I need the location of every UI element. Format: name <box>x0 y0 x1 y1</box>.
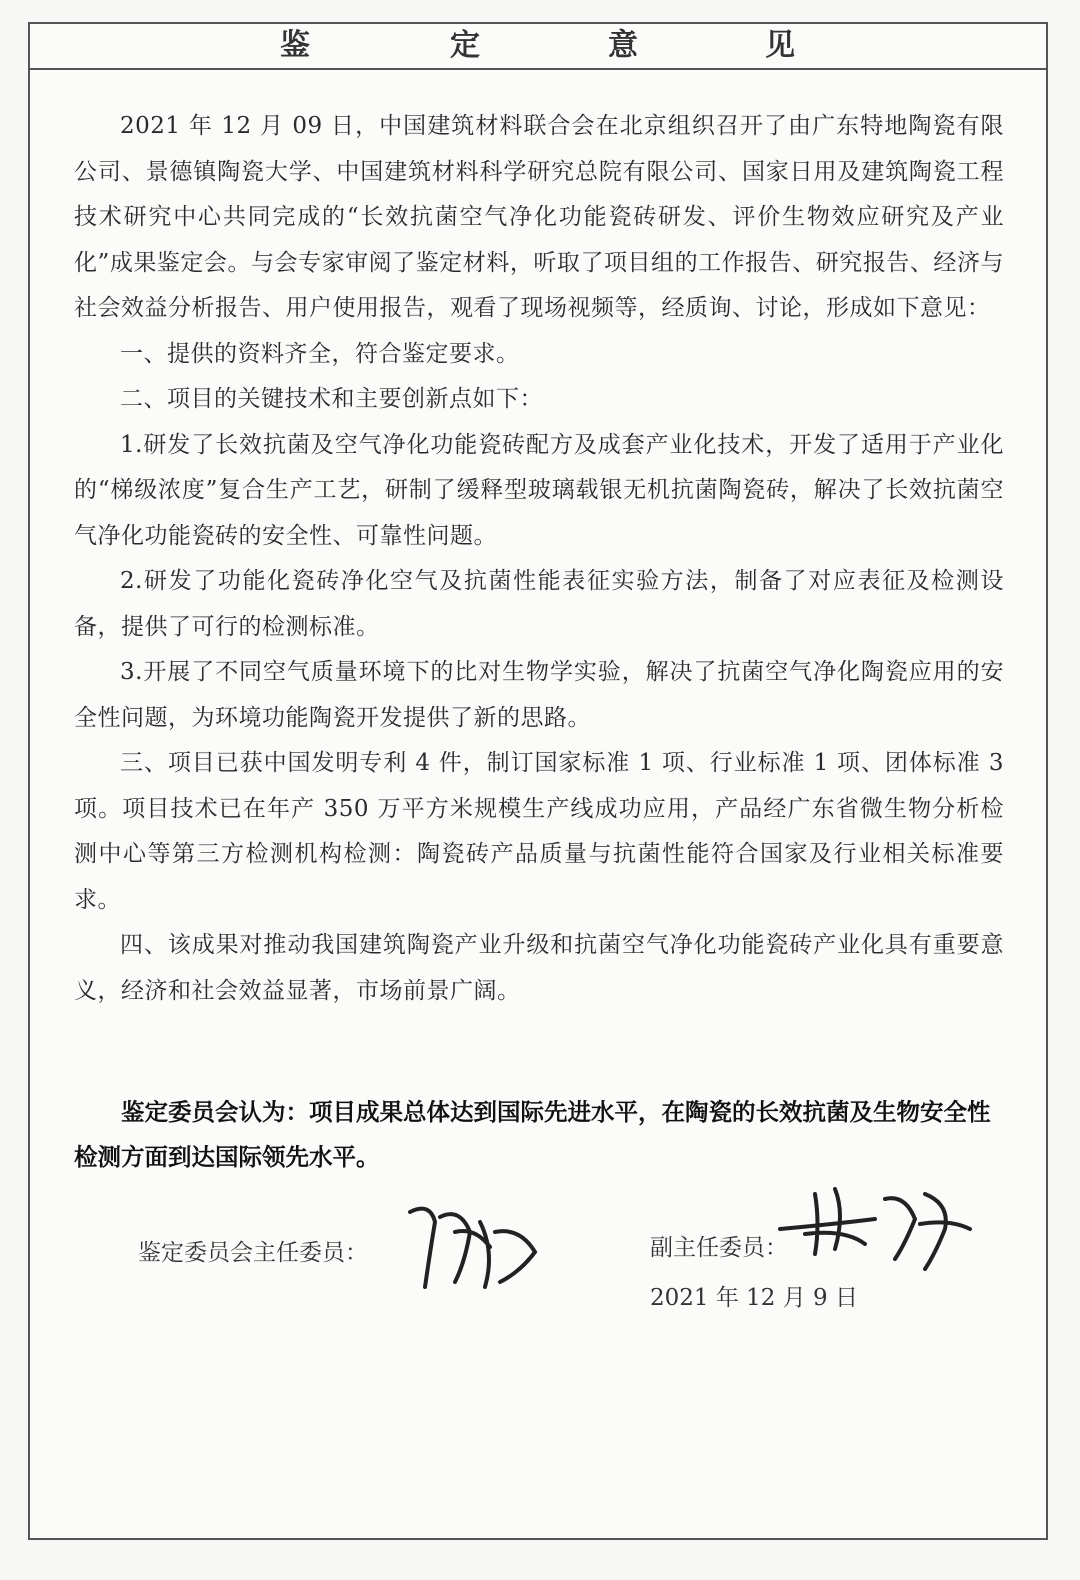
document-frame <box>28 22 1048 1540</box>
title-bar <box>30 24 1046 70</box>
opinion-item-3: 三、项目已获中国发明专利 4 件，制订国家标准 1 项、行业标准 1 项、团体标准 3 项。项目技术已在年产 350 万平方米规模生产线成功应用，产品经广东省微生物分析检测中心等第三方检测机构检测：陶瓷砖产品质量与抗菌性能符合国家及行业相关标准要求。 <box>74 750 1004 913</box>
opinion-item-2: 二、项目的关键技术和主要创新点如下： <box>120 386 543 412</box>
title-char: 鉴 <box>280 28 310 63</box>
committee-conclusion <box>74 1090 1009 1180</box>
chair-signature <box>400 1192 550 1302</box>
intro-paragraph: 2021 年 12 月 09 日，中国建筑材料联合会在北京组织召开了由广东特地陶瓷有限公司、景德镇陶瓷大学、中国建筑材料科学研究总院有限公司、国家日用及建筑陶瓷工程技术研究中心共同完成的“长效抗菌空气净化功能瓷砖研发、评价生物效应研究及产业化”成果鉴定会。与会专家审阅了鉴定材料，听取了项目组的工作报告、研究报告、经济与社会效益分析报告、用户使用报告，观看了现场视频等，经质询、讨论，形成如下意见： <box>74 113 1004 321</box>
signature-date: 2021 年 12 月 9 日 <box>650 1285 858 1311</box>
title-char: 意 <box>608 28 638 63</box>
conclusion-text: 鉴定委员会认为：项目成果总体达到国际先进水平，在陶瓷的长效抗菌及生物安全性检测方面到达国际领先水平。 <box>74 1098 991 1171</box>
opinion-item-1: 一、提供的资料齐全，符合鉴定要求。 <box>120 340 520 367</box>
title-char: 见 <box>765 28 795 63</box>
innovation-point-2: 2.研发了功能化瓷砖净化空气及抗菌性能表征实验方法，制备了对应表征及检测设备，提供了可行的检测标准。 <box>74 568 1004 640</box>
title-char: 定 <box>450 28 480 63</box>
innovation-point-1: 1.研发了长效抗菌及空气净化功能瓷砖配方及成套产业化技术，开发了适用于产业化的“梯级浓度”复合生产工艺，研制了缓释型玻璃载银无机抗菌陶瓷砖，解决了长效抗菌空气净化功能瓷砖的安全性、可靠性问题。 <box>74 431 1004 549</box>
opinion-item-4: 四、该成果对推动我国建筑陶瓷产业升级和抗菌空气净化功能瓷砖产业化具有重要意义，经济和社会效益显著，市场前景广阔。 <box>74 932 1004 1004</box>
vice-chair-signature <box>775 1174 975 1274</box>
opinion-body <box>74 104 1004 1014</box>
chair-label: 鉴定委员会主任委员： <box>138 1240 368 1266</box>
vice-chair-label: 副主任委员： <box>650 1235 788 1261</box>
innovation-point-3: 3.开展了不同空气质量环境下的比对生物学实验，解决了抗菌空气净化陶瓷应用的安全性问题，为环境功能陶瓷开发提供了新的思路。 <box>74 659 1004 731</box>
